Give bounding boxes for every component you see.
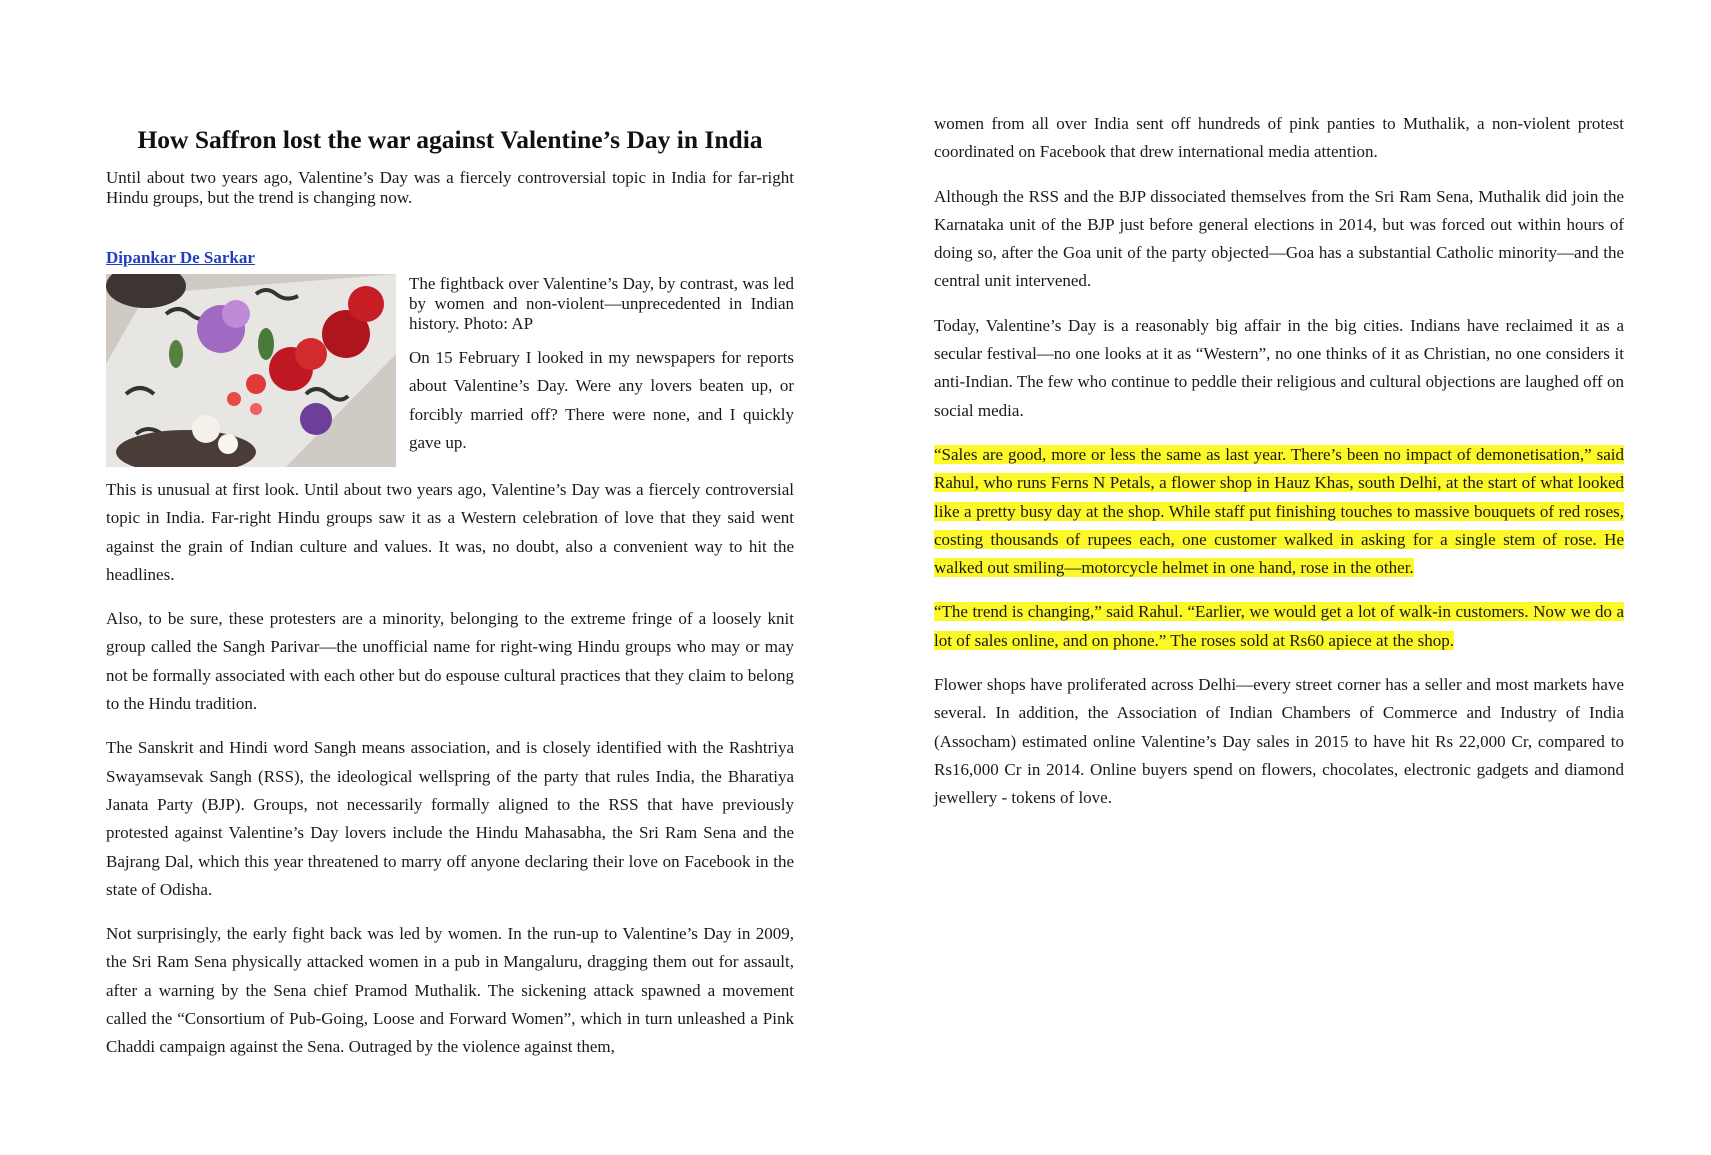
author-link[interactable]: Dipankar De Sarkar <box>106 248 255 267</box>
left-column <box>106 124 794 1062</box>
article-standfirst: Until about two years ago, Valentine’s Day was a fiercely controversial topic in India for far-right Hindu groups, but the trend is changing now. <box>106 168 794 207</box>
lead-block <box>106 274 794 470</box>
photo-caption: The fightback over Valentine’s Day, by contrast, was led by women and non-violent—unprecedented in Indian history. Photo: AP <box>409 274 794 333</box>
highlighted-paragraph <box>934 441 1624 582</box>
paragraph: The Sanskrit and Hindi word Sangh means association, and is closely identified with the Rashtriya Swayamsevak Sangh (RSS), the ideological wellspring of the party that rules India, the Bharatiya Janata Party (BJP). Groups, not necessarily formally aligned to the RSS that have previously protested against Valentine’s Day lovers include the Hindu Mahasabha, the Sri Ram Sena and the Bajrang Dal, which this year threatened to marry off anyone declaring their love on Facebook in the state of Odisha. <box>106 738 794 899</box>
highlight-text: “The trend is changing,” said Rahul. “Earlier, we would get a lot of walk-in customers. Now we do a lot of sales online, and on phone.” The roses sold at Rs60 apiece at the shop. <box>934 602 1624 650</box>
highlighted-paragraph <box>934 598 1624 655</box>
paragraph: Also, to be sure, these protesters are a minority, belonging to the extreme fringe of a loosely knit group called the Sangh Parivar—the unofficial name for right-wing Hindu groups who may or may not be formally associated with each other but do espouse cultural practices that they claim to belong to the Hindu tradition. <box>106 609 794 714</box>
paragraph: women from all over India sent off hundreds of pink panties to Muthalik, a non-violent protest coordinated on Facebook that drew international media attention. <box>934 114 1624 162</box>
right-page <box>855 0 1711 1155</box>
left-page <box>0 0 855 1155</box>
lead-text <box>409 274 794 457</box>
photo-flowers-icon <box>106 274 396 467</box>
closing-paragraph: Flower shops have proliferated across Delhi—every street corner has a seller and most markets have several. In addition, the Association of Indian Chambers of Commerce and Industry of India (Assocham) estimated online Valentine’s Day sales in 2015 to have hit Rs 22,000 Cr, compared to Rs16,000 Cr in 2014. Online buyers spend on flowers, chocolates, electronic gadgets and diamond jewellery - tokens of love. <box>934 675 1624 808</box>
paragraph: Today, Valentine’s Day is a reasonably big affair in the big cities. Indians have reclaimed it as a secular festival—no one looks at it as “Western”, no one thinks of it as Christian, no one considers it anti-Indian. The few who continue to peddle their religious and cultural objections are laughed off on social media. <box>934 315 1624 420</box>
paragraph: Although the RSS and the BJP dissociated themselves from the Sri Ram Sena, Muthalik did join the Karnataka unit of the BJP just before general elections in 2014, but was forced out within hours of doing so, after the Goa unit of the party objected—Goa has a substantial Catholic minority—and the central unit intervened. <box>934 186 1624 291</box>
lead-paragraph: On 15 February I looked in my newspapers for reports about Valentine’s Day. Were any lovers beaten up, or forcibly married off? There were none, and I quickly gave up. <box>409 348 794 452</box>
paragraph: Not surprisingly, the early fight back was led by women. In the run-up to Valentine’s Day in 2009, the Sri Ram Sena physically attacked women in a pub in Mangaluru, dragging them out for assault, after a warning by the Sena chief Pramod Muthalik. The sickening attack spawned a movement called the “Consortium of Pub-Going, Loose and Forward Women”, which in turn unleashed a Pink Chaddi campaign against the Sena. Outraged by the violence against them, <box>106 924 794 1057</box>
highlight-text: “Sales are good, more or less the same as last year. There’s been no impact of demonetisation,” said Rahul, who runs Ferns N Petals, a flower shop in Hauz Khas, south Delhi, at the start of what looked like a pretty busy day at the shop. While staff put finishing touches to massive bouquets of red roses, costing thousands of rupees each, one customer walked in asking for a single stem of rose. He walked out smiling—motorcycle helmet in one hand, rose in the other. <box>934 444 1624 578</box>
right-column <box>934 110 1624 813</box>
article-title: How Saffron lost the war against Valentine’s Day in India <box>137 125 763 154</box>
paragraph: This is unusual at first look. Until about two years ago, Valentine’s Day was a fiercely controversial topic in India. Far-right Hindu groups saw it as a Western celebration of love that they said went against the grain of Indian culture and values. It was, no doubt, also a convenient way to hit the headlines. <box>106 480 794 584</box>
